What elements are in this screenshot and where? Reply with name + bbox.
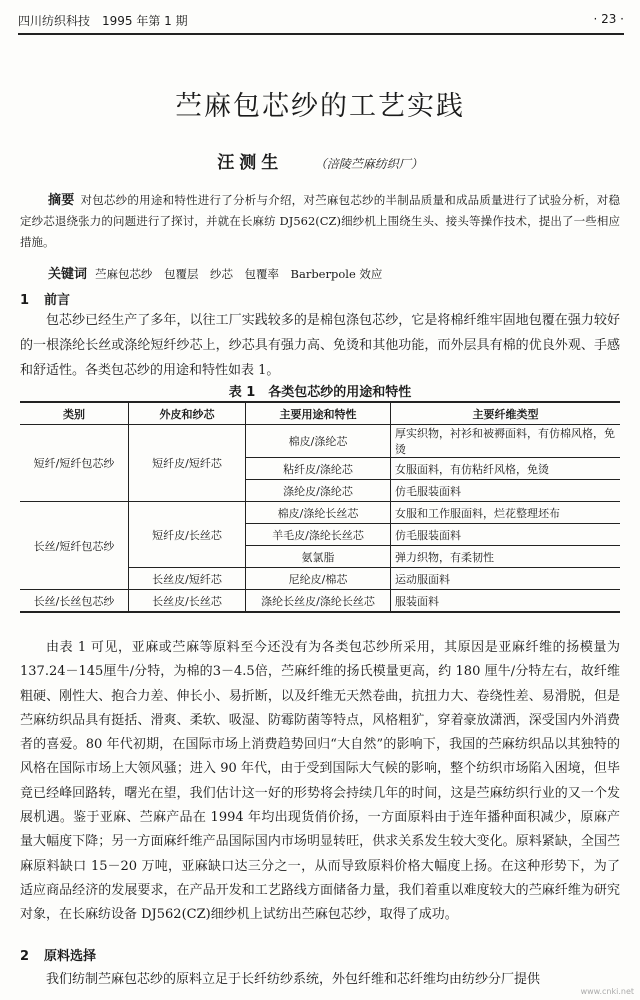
journal-name: 四川纺织科技 1995 年第 1 期 [18,14,188,28]
table-header-cell: 主要用途和特性 [246,402,391,425]
running-header [18,10,624,32]
author-name: 汪测生 [217,153,284,173]
fiber-cell: 运动服面料 [391,568,621,590]
use-cell: 尼纶皮/棉芯 [246,568,391,590]
use-cell: 棉皮/涤纶长丝芯 [246,502,391,524]
abstract-label: 摘要 [48,193,75,208]
keywords [48,263,618,282]
table-row [20,590,620,613]
section-number: 1 [20,293,30,308]
skin-core-cell: 短纤皮/长丝芯 [129,502,246,568]
fiber-cell: 女服面料，有仿粘纤风格，免烫 [391,458,621,480]
table-header-row [20,402,620,425]
section-title: 原料选择 [44,949,97,964]
use-cell: 涤纶皮/涤纶芯 [246,480,391,502]
keywords-text: 苎麻包芯纱 包覆层 纱芯 包覆率 Barberpole 效应 [95,267,383,281]
fiber-cell: 仿毛服装面料 [391,480,621,502]
section-heading [20,945,96,964]
table-header-cell: 主要纤维类型 [391,402,621,425]
table-row [20,502,620,524]
body-paragraph: 由表 1 可见，亚麻或苎麻等原料至今还没有为各类包芯纱所采用，其原因是亚麻纤维的扬模量为137.24－145厘牛/分特，为棉的3－4.5倍，苎麻纤维的扬氏模量更高，约 180 厘牛/分特左右，故纤维粗硬、刚性大、抱合力差、伸长小、易折断，以及纤维无天然卷曲，抗扭力大、卷绕性差、易滑脱，但是苎麻纺织品具有挺括、滑爽、柔软、吸湿、防霉防菌等特点，风格粗犷，穿着豪放潇洒，深受国内外消费者的喜爱。80 年代初期，在国际市场上消费趋势回归“大自然”的影响下，我国的苎麻纺织品以其独特的风格在国际市场上大领风骚；进入 90 年代，由于受到国际大气候的影响，整个纺织市场陷入困境，但毕竟已经峰回路转，曙光在望，我们估计这一好的形势将会持续几年的时间，这是苎麻纺织行业的又一个发展机遇。鉴于亚麻、苎麻产品在 1994 年均出现货俏价扬，一方面原料由于连年播种面积减少，原麻产量大幅度下降；另一方面麻纤维产品国际国内市场明显转旺，供求关系发生较大变化。原料紧缺，全国苎麻原料缺口 15－20 万吨，亚麻缺口达三分之一，从而导致原料价格大幅度上扬。在这种形势下，为了适应商品经济的发展要求，在产品开发和工艺路线方面储备力量，我们着重以难度较大的苎麻纤维为研究对象，在长麻纺设备 DJ562(CZ)细纱机上试纺出苎麻包芯纱，取得了成功。 [20,640,620,923]
use-cell: 粘纤皮/涤纶芯 [246,458,391,480]
use-cell: 棉皮/涤纶芯 [246,425,391,458]
category-cell: 长丝/长丝包芯纱 [20,590,129,613]
table-1 [20,401,620,613]
body-paragraph: 我们纺制苎麻包芯纱的原料立足于长纤纺纱系统，外包纤维和芯纤维均由纺纱分厂提供 [46,972,541,987]
header-rule [18,33,624,35]
skin-core-cell: 短纤皮/短纤芯 [129,425,246,502]
skin-core-cell: 长丝皮/长丝芯 [129,590,246,613]
skin-core-cell: 长丝皮/短纤芯 [129,568,246,590]
category-cell: 短纤/短纤包芯纱 [20,425,129,502]
table-header-cell: 外皮和纱芯 [129,402,246,425]
page-number: · 23 · [593,12,624,26]
fiber-cell: 厚实织物，衬衫和被褥面料，有仿棉风格，免烫 [391,425,621,458]
abstract [20,190,620,253]
section-number: 2 [20,949,30,964]
section-title: 前言 [44,293,71,308]
table-row [20,425,620,458]
intro-paragraph: 包芯纱已经生产了多年，以往工厂实践较多的是棉包涤包芯纱，它是将棉纤维牢固地包覆在强力较好的一根涤纶长丝或涤纶短纤纱芯上，纱芯具有强力高、免烫和其他功能，而外层具有棉的优良外观、手感和舒适性。各类包芯纱的用途和特性如表 1。 [20,313,620,378]
fiber-cell: 仿毛服装面料 [391,524,621,546]
article-title: 苎麻包芯纱的工艺实践 [175,91,465,122]
fiber-cell: 弹力织物，有柔韧性 [391,546,621,568]
use-cell: 氨氯脂 [246,546,391,568]
author-affiliation: （涪陵苎麻纺织厂） [314,157,423,171]
fiber-cell: 女服和工作服面料，烂花整理坯布 [391,502,621,524]
fiber-cell: 服装面料 [391,590,621,613]
category-cell: 长丝/短纤包芯纱 [20,502,129,590]
abstract-text: 对包芯纱的用途和特性进行了分析与介绍，对苎麻包芯纱的半制品质量和成品质量进行了试验分析，对稳定纱芯退绕张力的问题进行了探讨，并就在长麻纺 DJ562(CZ)细纱机上围绕生头、接头等操作技术，提出了一些相应措施。 [20,193,620,249]
use-cell: 涤纶长丝皮/涤纶长丝芯 [246,590,391,613]
use-cell: 羊毛皮/涤纶长丝芯 [246,524,391,546]
byline [0,148,640,173]
table-header-cell: 类别 [20,402,129,425]
keywords-label: 关键词 [48,267,88,282]
section-heading [20,289,70,308]
table-caption: 表 1 各类包芯纱的用途和特性 [228,385,412,400]
watermark: www.cnki.net [580,987,634,996]
